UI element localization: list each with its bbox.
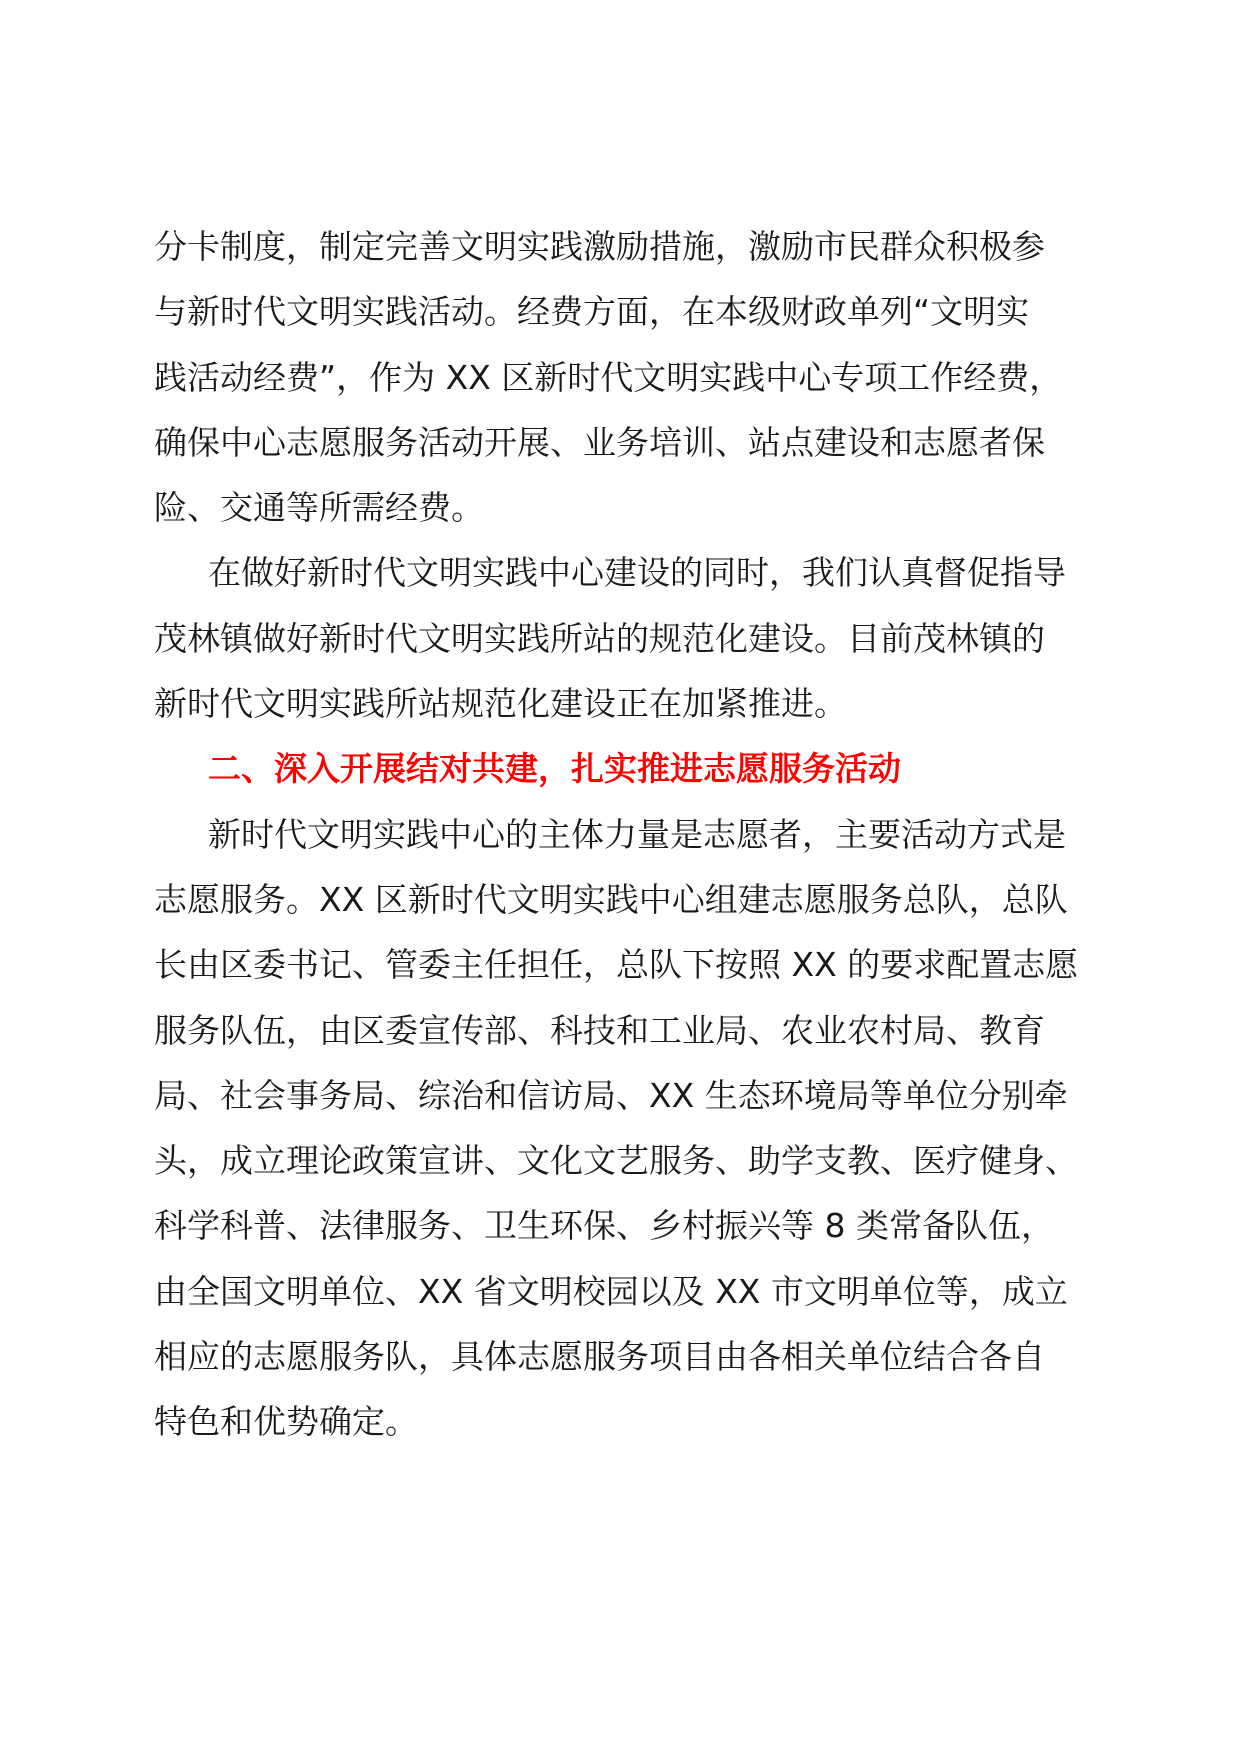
text-line: 与新时代文明实践活动。经费方面，在本级财政单列“文明实 [154,292,1030,332]
text-line: 长由区委书记、管委主任担任，总队下按照 XX 的要求配置志愿 [154,945,1079,985]
text-line: 头，成立理论政策宣讲、文化文艺服务、助学支教、医疗健身、 [154,1141,1078,1181]
text-line: 确保中心志愿服务活动开展、业务培训、站点建设和志愿者保 [154,422,1045,462]
section-heading [154,736,1094,801]
paragraph-funding [154,214,1094,540]
paragraph-volunteer [154,802,1094,1455]
paragraph-township [154,540,1094,736]
text-line: 险、交通等所需经费。 [154,488,484,528]
text-line: 志愿服务。XX 区新时代文明实践中心组建志愿服务总队，总队 [154,879,1068,919]
text-line: 新时代文明实践所站规范化建设正在加紧推进。 [154,684,847,724]
text-line: 科学科普、法律服务、卫生环保、乡村振兴等 8 类常备队伍， [154,1206,1054,1246]
text-line: 践活动经费”，作为 XX 区新时代文明实践中心专项工作经费， [154,357,1063,397]
text-line: 茂林镇做好新时代文明实践所站的规范化建设。目前茂林镇的 [154,618,1045,658]
document-body [154,214,1094,1455]
text-line: 服务队伍，由区委宣传部、科技和工业局、农业农村局、教育 [154,1010,1045,1050]
text-line: 相应的志愿服务队，具体志愿服务项目由各相关单位结合各自 [154,1337,1045,1377]
text-line: 特色和优势确定。 [154,1402,418,1442]
text-line: 局、社会事务局、综治和信访局、XX 生态环境局等单位分别牵 [154,1075,1068,1115]
text-line: 由全国文明单位、XX 省文明校园以及 XX 市文明单位等，成立 [154,1271,1068,1311]
text-line: 在做好新时代文明实践中心建设的同时，我们认真督促指导 [208,553,1066,593]
text-line: 新时代文明实践中心的主体力量是志愿者，主要活动方式是 [208,814,1066,854]
text-line: 分卡制度，制定完善文明实践激励措施，激励市民群众积极参 [154,227,1045,266]
section-heading-text: 二、深入开展结对共建，扎实推进志愿服务活动 [208,749,901,789]
